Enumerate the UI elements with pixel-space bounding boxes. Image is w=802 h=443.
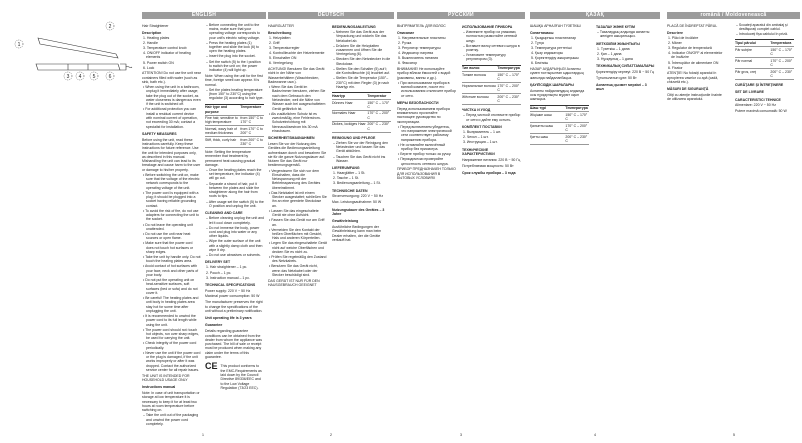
list-item: 2. Handle [143, 40, 158, 45]
text-column [205, 22, 264, 390]
list-item: 2. Тұтқа [531, 40, 544, 45]
text-column [596, 22, 655, 92]
list-item: – Take the unit out of the packaging and unwind the power cord completely. [143, 413, 199, 427]
list-item: 3. Temperaturregler [269, 46, 300, 51]
section-heading: SET DE LIVRARE [735, 90, 764, 95]
table-cell: Păr gros, creţ [735, 69, 770, 80]
list-item: • Benutzen Sie das Gerät nicht, wenn das Netzkabel oder der Stecker beschädigt sind. [269, 264, 318, 277]
page-number: 5 [733, 433, 735, 437]
table-cell: 200° C – 230° C [497, 95, 520, 104]
list-item: 3. Regulator de temperatură [668, 46, 712, 51]
section-heading: ҚАУІПСІЗДІК ШАРАЛАРЫ [530, 83, 574, 88]
table-cell: from 200° C to 230° C [240, 138, 263, 147]
list-item: • Wenn Sie das Gerät im Badezimmer benutzen, ziehen Sie nach dem Gebrauch den Netzstecker, weil die Nähe von Wasser auch bei ausgeschaltetem Gerät gefährlich ist. [269, 85, 326, 111]
list-item: – Перед чисткой отключите прибор от сети и дайте ему остыть. [463, 113, 521, 122]
list-item: 1. Plăci de încălzire [668, 35, 699, 40]
temperature-table [205, 104, 264, 149]
list-item: – Set the plates heating temperature (from 150° to 230°C) using the regulator (3) according to hair type. [206, 87, 264, 101]
section-heading: MĂSURI DE SIGURANŢĂ [667, 87, 709, 92]
list-item: 6. Verriegelung [269, 61, 293, 66]
list-item: • Периодически проверяйте целостность сетевого шнура. [398, 157, 449, 166]
table-header-cell: Температура [497, 66, 520, 71]
section-header-4: românã / Moldovenească [667, 12, 800, 19]
section-heading: TECHNISCHE DATEN [332, 188, 368, 193]
section-heading: Description [142, 30, 162, 35]
callout-5: 5 [92, 74, 96, 80]
paragraph: HAARGLÄTTER [268, 23, 294, 28]
list-item: 1. Heizplatten [269, 35, 291, 40]
list-item: 3. Регулятор температуры [398, 46, 441, 51]
paragraph: Тұтынылатын қуат: 50 Вт [596, 75, 637, 80]
section-heading: Описание [397, 30, 415, 35]
list-item: – Wipe the outer surface of the unit with a slightly damp cloth and then wipe it dry. [206, 239, 263, 252]
text-column [667, 22, 726, 102]
list-item: • Do not put the operating unit on heat-sensitive surfaces, soft surfaces (bed or sofa) and do not cover it. [143, 278, 198, 295]
callout-2: 2 [108, 24, 112, 30]
text-column [397, 22, 456, 180]
paragraph: Перед использованием прибора внимательно прочитайте настоящее руководство по эксплуатации. [397, 106, 450, 124]
list-item: • Do not leave the operating unit unattended. [143, 222, 193, 231]
paragraph: НАЗАР АУДАРЫҢЫЗ! Аспапты сумен толтырылған ыдыстардың жанында пайдаланбаңыз. [530, 67, 584, 80]
list-item: 1. Hair straightener – 1 pc. [206, 265, 248, 270]
section-heading: Guarantee [205, 323, 223, 328]
list-item: – Once the heating plates reach the set temperature, the indicator (4) will go out. [206, 167, 262, 181]
table-cell: 170° C – 200° C [367, 111, 390, 120]
section-heading: Аспаптың қызмет мерзімі – 3 жыл [596, 83, 647, 92]
table-cell: 150° C – 170° C [565, 113, 588, 122]
list-item: 4. Kontrollleuchte der Heizelemente [269, 51, 325, 56]
section-heading: ИСПОЛЬЗОВАНИЕ ПРИБОРА [462, 25, 513, 29]
list-item: 2. Tasche – 1 St. [333, 176, 360, 181]
list-item: • Legen Sie das eingeschaltete Gerät nicht auf weiche Oberflächen und decken Sie es nicht zu. [269, 241, 327, 254]
list-item: 2. Ручка [398, 40, 412, 45]
section-header-3: ҚАЗАҚ [530, 12, 660, 19]
list-item: 3. Инструкция – 1 шт. [463, 140, 498, 145]
list-item: • Das Netzkabel ist mit einem Stecker ausgestattet; schließen Sie ihn an eine geerdete Steckdose an. [269, 190, 327, 208]
list-item: – Тазалаудың алдында аспапты желіден ажыратыңыз. [597, 30, 650, 39]
ce-mark-icon: CE [205, 361, 218, 372]
paragraph: ШАШҚА АРНАЛҒАН ТҮЗЕТКІШ [530, 23, 581, 28]
paragraph: ATTENTION! Do not use the unit near containers filled with water (such as sink, bath etc.). [142, 71, 201, 85]
list-item: • The power cord is equipped with a plug; it should be plugged into a socket having reliable grounding contact. [143, 190, 199, 208]
list-item: 1. Выпрямитель – 1 шт. [463, 130, 501, 135]
list-item: 4. Қызу индикаторы [531, 51, 564, 56]
temperature-table [462, 65, 521, 106]
table-cell: Қатты шаш [530, 134, 565, 145]
paragraph: Alimentare: 220 V ~ 50 Hz [735, 103, 776, 108]
list-item: • При использовании прибора в ванной комнате, после его использования отключите прибор от сети. [398, 80, 456, 98]
page-number: 2 [330, 433, 332, 437]
table-cell: Жіңішке шаш [530, 112, 565, 123]
list-item: 5. Einschalter ON [269, 56, 297, 61]
table-cell: 170° C – 200° C [565, 124, 588, 133]
list-item: • Берите прибор только за ручку. [398, 152, 452, 157]
list-item: • When using the unit in a bathroom, unplug it immediately after usage; take the plug out of the socket, as water closeness is dangerous even if the unit is switched off. [143, 85, 201, 107]
section-heading: BEDIENUNGSANLEITUNG [332, 25, 376, 29]
text-column [268, 22, 327, 287]
list-item: • Fassen Sie das Gerät nur am Griff an. [269, 218, 325, 227]
table-header-cell: Haartyp [332, 93, 367, 100]
section-heading: CLEANING AND CARE [205, 211, 243, 216]
list-item: • Перед включением убедитесь, что напряжение электрической сети соответствует рабочему напряжению прибора. [398, 124, 452, 142]
list-item: • Prüfen Sie regelmäßig den Zustand des Netzkabels. [269, 255, 327, 264]
list-item: • Als zusätzlichen Schutz ist es zweckmäßig, eine Fehlerstrom-Schutzeinrichtung mit Nennauslösestrom bis 30 mA einzubauen. [269, 111, 321, 133]
table-cell: 200° C – 230° C [367, 122, 390, 131]
section-heading: Instructions manual [142, 385, 176, 390]
list-item: 1. Haarglätter – 1 St. [333, 171, 366, 176]
list-item: – Извлеките прибор из упаковки, полностью размотайте сетевой шнур. [463, 30, 517, 43]
callout-3: 3 [66, 74, 70, 80]
table-header-cell: Hair type and purpose [205, 105, 240, 116]
paragraph: ACHTUNG! Benutzen Sie das Gerät nicht in der Nähe von Wasserbehältern (Waschbecken, Badewanne usw.). [268, 67, 325, 85]
text-column [142, 22, 201, 426]
list-item: – Do not use abrasives or solvents. [206, 253, 261, 258]
table-cell: Păr subţire [735, 47, 770, 58]
list-item: – Do not immerse the body, power cord and plug into water or any other liquids. [206, 225, 260, 239]
list-item: • It is recommended to unwind the power cord to its full length while using the unit. [143, 314, 197, 327]
section-heading: SAFETY MEASURES [142, 131, 177, 136]
temperature-table [735, 39, 794, 80]
table-cell: Stiff, thick, curly hair [205, 137, 240, 148]
table-cell: 170° C – 200° C [770, 58, 793, 68]
paragraph: Maximal power consumption: 50 W [205, 294, 260, 299]
table-cell: 170° C – 200° C [497, 84, 520, 93]
table-cell: Нормальные волосы [462, 83, 497, 94]
list-item: • Make sure that the power cord does not touch hot surfaces or sharp edges. [143, 241, 194, 254]
section-heading: CARACTERISTICI TEHNICE [735, 97, 781, 102]
list-item: – Press the heating plates (1) together and slide the lock (6) to open the heating plates. [206, 40, 260, 54]
section-heading: CURĂŢARE ŞI ÎNTREŢINERE [735, 83, 784, 88]
table-header-cell: Температура [565, 106, 588, 111]
section-heading: ТАЗАЛАУ ЖӘНЕ КҮТІМ [596, 25, 635, 29]
table-header-cell: Temperatura [770, 40, 794, 47]
list-item: • To avoid the risk of fire, do not use adapters for connecting the unit to the socket. [143, 208, 199, 222]
section-header-1: DEUTSCH [268, 12, 394, 19]
list-item: – Установите температуру регулятором (3). [463, 53, 506, 62]
list-item: 6. Бекіткіш [531, 61, 549, 66]
list-item: 4. Индикатор нагрева [398, 51, 434, 56]
table-header-cell: Temperature [240, 105, 264, 116]
table-header-cell: Шаш түрі [530, 106, 565, 113]
section-heading: REINIGUNG UND PFLEGE [332, 135, 376, 140]
list-item: 6. Fixator [668, 65, 683, 70]
paragraph: ПРИБОР ПРЕДНАЗНАЧЕН ТОЛЬКО ДЛЯ ИСПОЛЬЗОВАНИЯ В БЫТОВЫХ УСЛОВИЯХ [397, 167, 456, 180]
list-item: • Take the unit by handle only. Do not touch the heating plates area. [143, 255, 201, 264]
section-heading: ТЕХНИЧЕСКИЕ ХАРАКТЕРИСТИКИ [462, 147, 495, 156]
text-column [462, 22, 521, 175]
list-item: 6. Lock [143, 65, 155, 70]
list-item: – After usage set the switch (5) to the O position and unplug the unit. [206, 199, 264, 208]
list-item: 5. Қоректендіру ажыратқышы [531, 56, 579, 61]
list-item: 2. Mâner [668, 40, 682, 45]
paragraph: Max. Leistungsaufnahme: 50 W [332, 200, 382, 205]
list-item: • Do not use the unit near heat sources or open flame. [143, 231, 191, 241]
table-cell: Păr normal [735, 58, 770, 69]
section-heading: ТЕХНИКАЛЫҚ СИПАТТАМАЛАРЫ [596, 64, 655, 69]
section-header-0: ENGLISH [142, 12, 266, 19]
paragraph: ATENŢIE! Nu folosiţi aparatul în apropierea vaselor cu apă (cadă, chiuvetă etc.). [667, 71, 719, 85]
ce-conformity-text: This product conforms to the EMC-Requirements as laid down by the Council Directive 89/336/EEC and to the Low Voltage Regulation (73/23 EEC). [220, 364, 262, 390]
table-cell: Normales Haar [332, 111, 367, 122]
paragraph: Lesen Sie vor der Nutzung des Gerätes die Bedienungsanleitung aufmerksam durch und bewahren Sie sie für die ganze Nutzungsdauer auf. Nutzen Sie das Gerät nur bestimmungsgemäß. [268, 142, 327, 168]
temperature-table [332, 92, 391, 133]
paragraph: Напряжение питания: 220 В ~ 50 Гц [462, 157, 521, 162]
table-header-cell: Tipul părului [735, 40, 770, 47]
temperature-table [530, 105, 589, 146]
ce-conformity-block [205, 361, 264, 390]
callout-6: 6 [108, 74, 112, 80]
page-number: 4 [594, 433, 596, 437]
list-item: – Вставьте вилку сетевого шнура в розетку. [463, 43, 520, 53]
paragraph: Note: In case of unit transportation or storage at low temperature it is necessary to keep it for at least two hours at room temperature before switching on. [142, 391, 200, 413]
paragraph: Аспапты пайдаланудың алдында осы нұсқаулықты мұқият оқып шығыңыз. [530, 88, 585, 102]
table-header-cell: Temperatur [367, 93, 391, 100]
paragraph: Потребляемая мощность: 50 Вт [462, 163, 514, 168]
section-heading: LIEFERUMFANG [332, 166, 360, 171]
list-item: • For additional protection you can install a residual current device with nominal current of operation, not exceeding 30 mA; contact a specialist for installation. [143, 107, 198, 129]
list-item: – Before cleaning unplug the unit and let it cool down completely. [206, 216, 264, 225]
table-cell: 150° C – 170° C [497, 73, 520, 82]
callout-4: 4 [78, 74, 82, 80]
section-heading: SICHERHEITSMAßNAHMEN [268, 136, 315, 141]
paragraph: Citiţi cu atenţie instrucţiunile înainte de utilizarea aparatului. [667, 93, 722, 102]
paragraph: The manufacturer preserves the right to change the specifications of the unit without a preliminary notification. [205, 300, 263, 313]
section-heading: Descriere [667, 30, 683, 35]
list-item: • Vergewissern Sie sich vor dem Einschalten, dass die Netzspannung mit der Betriebsspannung des Gerätes übereinstimmt. [269, 168, 321, 190]
paragraph: Stromversorgung: 220 V ~ 50 Hz [332, 194, 384, 199]
paragraph: Ausführliche Bedingungen der Gewährleistung kann man beim Dealer erhalten, der die Geräte verkauft hat. [332, 224, 382, 242]
list-item: 4. ON/OFF indicator of heating elements [143, 51, 191, 60]
list-item: – Set the switch (5) to the I position to switch the unit on; the power indicator (4) will light up. [206, 59, 261, 73]
list-item: – Stellen Sie die Temperatur (150°–230°C) mit dem Regler (3) je nach Haartyp ein. [333, 76, 390, 89]
section-heading: Unit operating life is 3 years [205, 316, 252, 321]
paragraph: Details regarding guarantee conditions can be obtained from the dealer from whom the appliance was purchased. The bill of sale or receipt must be produced when making any claim under the terms of this guarantee. [205, 329, 263, 360]
list-item: 1. Қыздырғыш пластиналар [531, 35, 577, 40]
section-heading: ЧИСТКА И УХОД [462, 108, 491, 113]
table-cell: from 170° C to 200° C [240, 127, 263, 136]
list-item: – Drücken Sie die Heizplatten zusammen und öffnen Sie die Verriegelung (6). [333, 43, 383, 57]
section-header-2: РУССКИЙ [397, 12, 525, 19]
list-item: 6. Фиксатор [398, 61, 418, 66]
section-heading: Сипаттамасы [530, 30, 554, 35]
section-heading: КОМПЛЕКТ ПОСТАВКИ [462, 125, 502, 130]
list-item: 5. Выключатель питания [398, 56, 438, 61]
section-heading: DELIVERY SET [205, 260, 231, 265]
list-item: • The power cord should not: touch hot objects, run over sharp edges, be used for carrying the unit. [143, 327, 199, 341]
paragraph: Note: When using the unit for the first time, foreign smell can appear. It is normal. [205, 73, 263, 87]
paragraph: THE UNIT IS INTENDED FOR HOUSEHOLD USAGE ONLY [142, 373, 190, 383]
list-item: 3. Temperature control knob [143, 46, 187, 51]
list-item: – Separate a strand of hair, put it between the plates and slide the straightener along the hair from roots to tips. [206, 181, 260, 199]
table-cell: Тонкие волосы [462, 72, 497, 83]
callout-1: 1 [17, 42, 21, 48]
list-item: – Stecken Sie den Netzstecker in die Steckdose. [333, 57, 391, 66]
list-item: – Ziehen Sie vor der Reinigung den Netzstecker und lassen Sie das Gerät abkühlen. [333, 140, 389, 154]
text-column [332, 22, 391, 242]
paragraph: DAS GERÄT IST NUR FÜR DEN HAUSGEBRAUCH GEEIGNET [268, 278, 320, 288]
paragraph: PLACĂ DE ÎNDREPTAT PĂRUL [667, 23, 718, 28]
table-cell: 200° C – 230° C [565, 135, 588, 144]
table-cell: Fine hair, sensitive to high temperature [205, 116, 240, 127]
list-item: 5. Întrerupător de alimentare ON [668, 60, 719, 65]
page-number: 3 [460, 433, 462, 437]
list-item: • Lassen Sie das eingeschaltete Gerät nie ohne Aufsicht. [269, 208, 319, 218]
section-heading: Gewährleistung [332, 219, 359, 224]
list-item: • Never use the unit if the power cord or the plug is damaged, if the unit works improperly or after it was dropped. Contact the authorized service center for all repair issues. [143, 350, 201, 372]
table-cell: 150° C – 170° C [367, 100, 390, 109]
list-item: • Check integrity of the power cord periodically. [143, 341, 197, 350]
list-item: – Scoateţi aparatul din ambalaj şi desfăşuraţi complet cablul. [736, 22, 788, 32]
list-item: – Before connecting the unit to the mains, make sure that your operating voltage corresponds to your unit's electric rating voltage. [206, 22, 260, 40]
paragraph: Қоректендіру кернеуі: 220 В ~ 50 Гц [596, 70, 655, 75]
list-item: – Stellen Sie den Schalter (5) auf I; die Kontrollleuchte (4) leuchtet auf. [333, 66, 391, 76]
table-cell: Жёсткие волосы [462, 94, 497, 105]
list-item: 2. Griff [269, 40, 280, 45]
paragraph: ВЫПРЯМИТЕЛЬ ДЛЯ ВОЛОС [397, 23, 446, 28]
list-item: – Tauchen Sie das Gerät nicht ins Wasser. [333, 154, 386, 163]
list-item: 4. Indicator ON/OFF al elementelor de încălzire [668, 51, 723, 60]
list-item: 1. Түзеткіш – 1 дана [597, 46, 630, 51]
table-cell: Қалыпты шаш [530, 123, 565, 134]
list-item: 2. Чехол – 1 шт. [463, 135, 489, 140]
list-item: • Before switching the unit on, make sure that the voltage of the electric network corresponds to the operating voltage of the unit. [143, 172, 200, 190]
list-item: 2. Қап – 1 дана [597, 51, 622, 56]
list-item: • Не оставляйте включённый прибор без присмотра. [398, 142, 446, 152]
list-item: 3. Температура реттегіші [531, 46, 572, 51]
list-item: • Avoid contact of hot surfaces with your face, neck and other parts of your body. [143, 264, 199, 277]
section-heading: TECHNICAL SPECIFICATIONS [205, 282, 256, 287]
list-item: • Be careful! The heating plates and unit body in heating plates area stay hot for some time after unplugging the unit. [143, 296, 199, 313]
text-column [735, 22, 794, 114]
list-item: – Nehmen Sie das Gerät aus der Verpackung und wickeln Sie das Netzkabel ab. [333, 30, 387, 43]
list-item: – Introduceţi fişa cablului în priză. [736, 32, 788, 37]
list-item: – Insert the plug into the socket. [206, 54, 256, 59]
table-header-cell: Тип волос [462, 66, 497, 73]
paragraph: ВНИМАНИЕ! Не используйте прибор вблизи ёмкостей с водой (раковины, ванны и др.). [397, 67, 451, 80]
text-column [530, 22, 589, 145]
table-cell: Dünnes Haar [332, 100, 367, 111]
list-item: 3. Bedienungsanleitung – 1 St. [333, 181, 381, 186]
paragraph: Putere maximă consumată: 50 W [735, 109, 787, 114]
table-cell: 150° C – 170° C [770, 47, 793, 57]
list-item: 3. Instruction manual – 1 pc. [206, 275, 250, 280]
hair-straightener-diagram [8, 14, 136, 80]
list-item: 1. Heating plates [143, 35, 170, 40]
paragraph: Note: Setting the temperature remember that treatment by permanent heat causing gradual damage. [205, 149, 256, 167]
table-cell: 200° C – 230° C [770, 69, 793, 79]
paragraph: Before using the unit, read these instructions carefully. Keep these instructions for future reference. Use the unit for intended purposes only, as described in this manual. Mishandling the unit can lead to its breakage and cause harm to the user or damage to his/her property. [142, 137, 201, 172]
section-heading: МЕРЫ БЕЗОПАСНОСТИ [397, 101, 439, 106]
section-heading: Beschreibung [268, 30, 292, 35]
section-heading: Nutzungsdauer des Gerätes – 3 Jahre [332, 207, 385, 216]
table-cell: Normal, wavy hair of medium thickness [205, 126, 240, 137]
table-cell: from 150° C to 170° C [240, 116, 263, 125]
list-item: 1. Нагревательные пластины [398, 35, 446, 40]
list-item: 5. Power switch ON [143, 60, 174, 65]
section-heading: Срок службы прибора – 3 года [462, 170, 516, 175]
table-cell: Dickes, lockiges Haar [332, 122, 367, 133]
page-number: 1 [202, 433, 204, 437]
section-heading: ЖЕТКІЗІЛІМ ЖИЫНТЫҒЫ [596, 41, 640, 46]
list-item: 3. Нұсқаулық – 1 дана [597, 56, 633, 61]
list-item: • Vermeiden Sie den Kontakt der heißen Oberflächen mit Gesicht, Hals und anderen Körperteilen. [269, 227, 323, 241]
paragraph: Hair Straightener [142, 23, 169, 28]
list-item: 2. Pouch – 1 pc. [206, 270, 232, 275]
paragraph: Power supply: 220 V ~ 50 Hz [205, 288, 251, 293]
